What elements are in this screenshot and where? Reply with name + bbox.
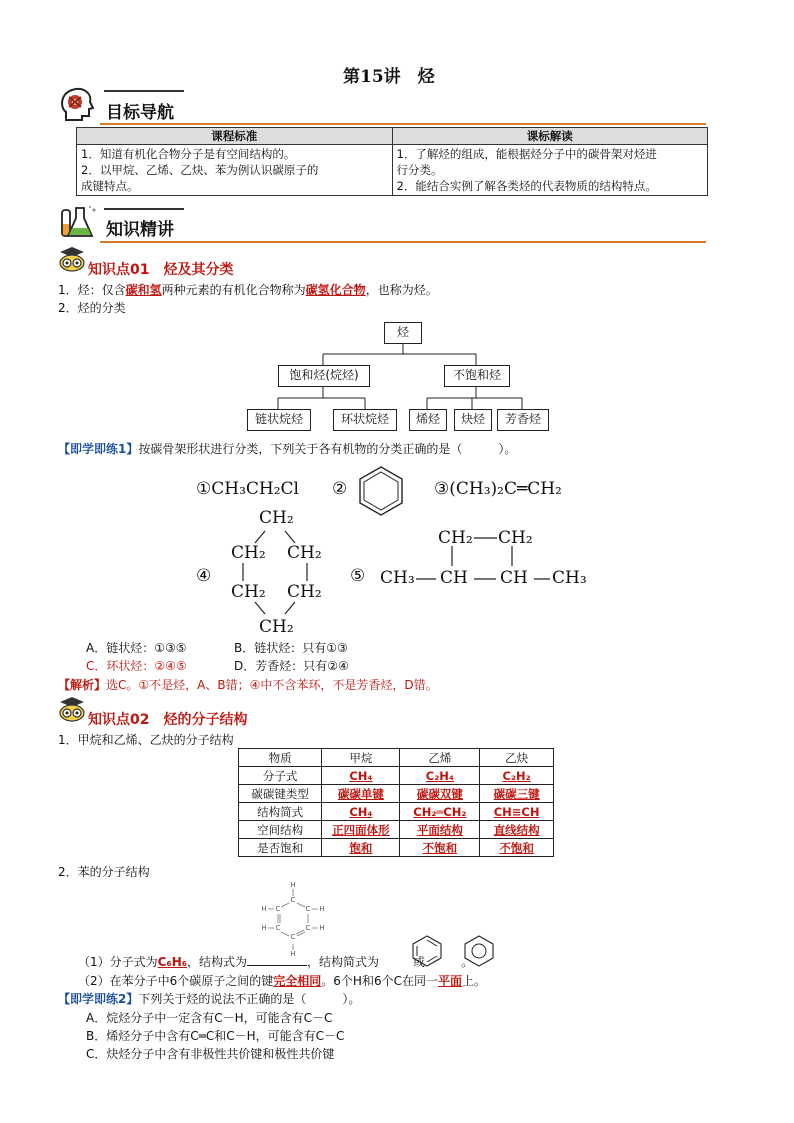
ex1-tag: 【即学即练1】 (58, 442, 139, 456)
goal-section-underline (100, 123, 706, 125)
kp1-highlight-hydrocarbon: 碳氢化合物 (305, 283, 366, 297)
svg-text:H: H (319, 924, 325, 932)
benzene-kekule-icon (410, 934, 444, 968)
kp1-highlight-carbon-hydrogen: 碳和氢 (125, 283, 162, 297)
goal-header-standard: 课程标准 (77, 128, 393, 145)
benzene-formula: C₆H₆ (157, 955, 188, 969)
tree-leaf-aromatic: 芳香烃 (497, 409, 549, 431)
svg-text:C: C (290, 933, 296, 941)
ex1-c5-ch-right: CH (500, 568, 528, 588)
kp2-subheading-2: 2．苯的分子结构 (58, 865, 150, 879)
kp2-title: 知识点02 烃的分子结构 (88, 712, 248, 728)
ex1-analysis: 【解析】选C。①不是烃，A、B错；④中不含苯环，不是芳香烃，D错。 (58, 678, 438, 692)
knowledge-section-icon (58, 204, 98, 242)
ex2-question: 【即学即练2】下列关于烃的说法不正确的是（ ）。 (58, 992, 361, 1006)
goal-header-interpretation: 课标解读 (392, 128, 708, 145)
benzene-structural-formula (258, 878, 328, 960)
tree-leaf-cyclic-alkane: 环状烷烃 (333, 409, 397, 431)
ex1-c5-ring-top-left: CH₂ (438, 528, 473, 548)
benzene-highlight-identical: 完全相同 (273, 974, 322, 988)
ex1-compound-5-number: ⑤ (350, 566, 366, 586)
svg-text:H: H (290, 950, 296, 958)
ex1-c5-ring-top-right: CH₂ (498, 528, 533, 548)
tree-root: 烃 (384, 322, 422, 344)
knowledge-section-underline (100, 241, 706, 243)
ex1-c4-upper-left: CH₂ (231, 543, 266, 563)
ex1-c5-ch-left: CH (440, 568, 468, 588)
ex1-compound-1: ①CH₃CH₂Cl (196, 479, 299, 499)
svg-text:H: H (290, 881, 296, 889)
svg-text:C: C (290, 896, 296, 904)
ex1-option-b: B．链状烃：只有①③ (234, 641, 348, 655)
goal-section-rule-top (104, 90, 184, 92)
ex1-question: 【即学即练1】按碳骨架形状进行分类，下列关于各有机物的分类正确的是（ ）。 (58, 442, 517, 456)
ex1-c5-methyl-left: CH₃ (380, 568, 415, 588)
goal-section-icon (58, 86, 94, 124)
svg-text:C: C (305, 905, 311, 913)
kp2-subheading-1: 1．甲烷和乙烯、乙炔的分子结构 (58, 733, 234, 747)
structure-table-header: 物质 甲烷 乙烯 乙炔 (239, 749, 554, 767)
svg-text:C: C (275, 924, 281, 932)
goal-table (76, 127, 708, 196)
goal-interpretation-cell: 1．了解烃的组成，能根据烃分子中的碳骨架对烃进 行分类。 2．能结合实例了解各类烃的代表物质的结构特点。 (392, 145, 708, 196)
ex1-compound-3: ③(CH₃)₂C═CH₂ (434, 479, 562, 499)
goal-section-title: 目标导航 (106, 103, 174, 123)
ex1-benzene-ring (356, 464, 406, 516)
table-row: 空间结构 正四面体形 平面结构 直线结构 (239, 821, 554, 839)
page-title: 第15讲 烃 (343, 67, 435, 87)
ex2-option-c: C．炔烃分子中含有非极性共价键和极性共价键 (86, 1047, 335, 1061)
kp1-definition: 1．烃：仅含碳和氢两种元素的有机化合物称为碳氢化合物，也称为烃。 (58, 283, 438, 297)
benzene-highlight-plane: 平面 (437, 974, 462, 988)
svg-text:C: C (305, 924, 311, 932)
ex2-tag: 【即学即练2】 (58, 992, 139, 1006)
ex1-option-c: C．环状烃：②④⑤ (86, 659, 187, 673)
ex1-c4-lower-right: CH₂ (287, 582, 322, 602)
ex1-cyclohexane-bonds (225, 505, 345, 635)
ex1-compound-4-number: ④ (196, 566, 212, 586)
svg-text:H: H (261, 924, 267, 932)
tree-leaf-alkyne: 炔烃 (454, 409, 492, 431)
kp1-title: 知识点01 烃及其分类 (88, 262, 234, 278)
ex1-compound-2-number: ② (332, 479, 348, 499)
benzene-line-2: （2）在苯分子中6个碳原子之间的键完全相同。6个H和6个C在同一平面上。 (78, 974, 487, 988)
table-row: 是否饱和 饱和 不饱和 不饱和 (239, 839, 554, 857)
svg-text:C: C (275, 905, 281, 913)
benzene-line-1: （1）分子式为C₆H₆，结构式为 ，结构简式为 或 。 (78, 955, 474, 969)
ex1-c4-lower-left: CH₂ (231, 582, 266, 602)
kp2-owl-icon (58, 696, 86, 722)
svg-text:H: H (261, 905, 267, 913)
tree-unsaturated: 不饱和烃 (444, 365, 510, 387)
ex1-c4-top: CH₂ (259, 508, 294, 528)
ex1-analysis-tag: 【解析】 (58, 678, 107, 692)
benzene-structure-blank (247, 965, 307, 966)
table-row: 碳碳键类型 碳碳单键 碳碳双键 碳碳三键 (239, 785, 554, 803)
ex1-c4-upper-right: CH₂ (287, 543, 322, 563)
ex1-option-d: D．芳香烃：只有②④ (234, 659, 349, 673)
table-row: 结构简式 CH₄ CH₂═CH₂ CH≡CH (239, 803, 554, 821)
ex2-option-b: B．烯烃分子中含有C═C和C－H，可能含有C－C (86, 1029, 345, 1043)
tree-leaf-chain-alkane: 链状烷烃 (247, 409, 311, 431)
ex1-c4-bottom: CH₂ (259, 617, 294, 637)
ex1-c5-methyl-right: CH₃ (552, 568, 587, 588)
structure-table (238, 748, 554, 857)
benzene-circle-icon (462, 934, 496, 968)
tree-saturated: 饱和烃(烷烃) (278, 365, 370, 387)
kp1-classification-heading: 2．烃的分类 (58, 301, 126, 315)
goal-standard-cell: 1．知道有机化合物分子是有空间结构的。 2．以甲烷、乙烯、乙炔、苯为例认识碳原子的 成键特点。 (77, 145, 393, 196)
svg-text:H: H (319, 905, 325, 913)
table-row: 分子式 CH₄ C₂H₄ C₂H₂ (239, 767, 554, 785)
kp1-owl-icon (58, 246, 86, 272)
ex2-option-a: A．烷烃分子中一定含有C－H，可能含有C－C (86, 1011, 333, 1025)
knowledge-section-title: 知识精讲 (106, 220, 174, 240)
ex1-cyclobutane-bonds (400, 530, 620, 590)
ex1-option-a: A．链状烃：①③⑤ (86, 641, 187, 655)
knowledge-section-rule-top (104, 208, 184, 210)
tree-leaf-alkene: 烯烃 (409, 409, 447, 431)
